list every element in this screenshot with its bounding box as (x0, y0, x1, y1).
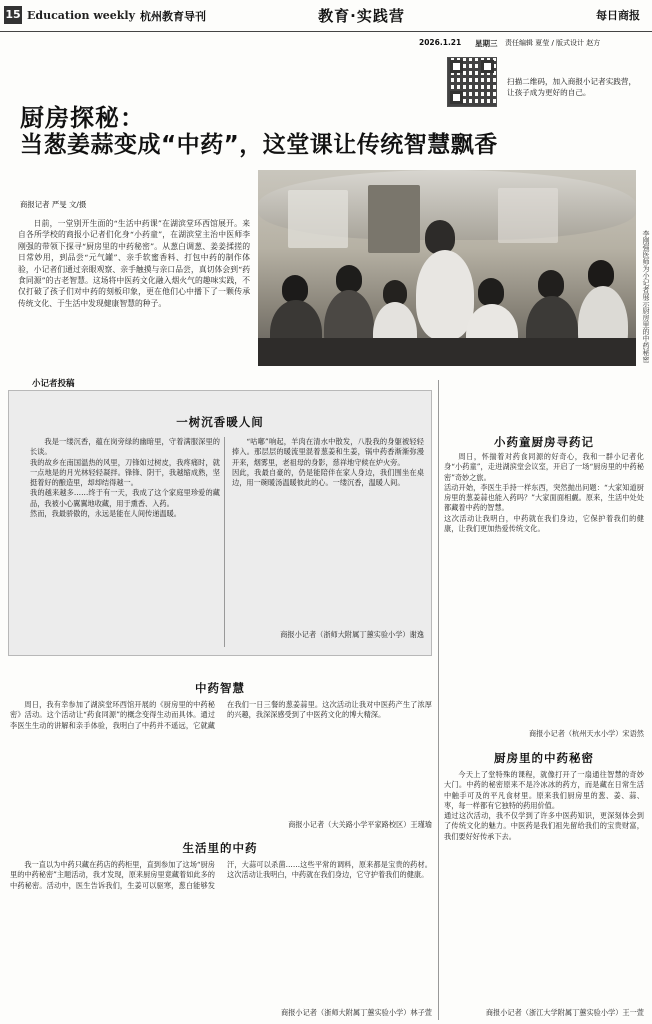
article-5-signature: 商报小记者（浙江大学附属丁蕙实验小学）王一萱 (485, 1008, 644, 1017)
weekday: 星期三 (475, 39, 498, 48)
edu-guide-label: 杭州教育导刊 (140, 10, 206, 23)
photo-caption: 李刚强医师为小记者展示厨房里的中药秘密 (642, 230, 650, 363)
page-header (0, 0, 652, 32)
article-4-title: 小药童厨房寻药记 (494, 435, 594, 449)
article-3-signature: 商报小记者（浙师大附属丁蕙实验小学）林子萱 (281, 1008, 432, 1017)
intro-paragraph: 日前，一堂别开生面的“生活中药课”在湖滨堂环西馆展开。来自各所学校的商报小记者们化身“小药童”，在湖滨堂主治中医师李刚强的带领下探寻“厨房里的中药秘密”。从葱白调葱、姜姜揉搓的日常妙用，到品尝“元气罐”、亲手软蜜香料、打包中药的制作体验，小记者们通过亲眼观察、亲手触摸与亲口品尝，真切体会到“药食同源”的古老智慧。这场将中医药文化融入烟火气的趣味实践，不仅打破了孩子们对中药的刻板印象，更在他们心中播下了一颗传承传统文化、于生活中发现健康智慧的种子。 (18, 219, 250, 308)
class-photo (258, 170, 636, 366)
article-2-title: 中药智慧 (195, 681, 245, 695)
article-1-signature: 商报小记者（浙师大附属丁蕙实验小学）谢逸 (280, 630, 424, 639)
paper-name: 每日商报 (596, 9, 640, 22)
article-1-divider (224, 437, 225, 647)
editor-credit: 责任编辑 夏莹 / 版式设计 赵方 (505, 39, 601, 47)
article-5-title: 厨房里的中药秘密 (494, 751, 594, 765)
article-1-body-right: “咕嘟”响起，羊肉在清水中散发，八股我的身躯被轻轻捧入。那层层的暖流里混着葱姜和生姜，锅中药香渐渐弥漫开来，烟雾里，老祖母的身影，慈祥地守候在炉火旁。 因此，我最自豪的，仍是能陪伴在家人身边，我们围坐在桌边，用一碗暖汤温暖彼此的心。一缕沉香，温暖人间。 (232, 437, 424, 488)
article-4-signature: 商报小记者（杭州天水小学）宋语然 (528, 729, 644, 738)
column-label: 小记者投稿 (32, 379, 75, 389)
section-title: 教育·实践营 (318, 7, 405, 25)
article-1-body-left: 我是一缕沉香，蕴在岗旁绿的幽暗里，守着满服深里的长谈。 我的故乡在南国温热的风里，刀锋如过树皮，我疼痛时，就一点地是的月光林轻轻凝拌。锋锋、阴干，我越缩成熟，坚挺着好的酿造里，却却结得越一。 我的越来越多……终于有一天，我成了这个家庭里珍爱的藏品，我被小心翼翼地收藏，用于熏香、入药。 然而，我最骄傲的，永远是能在人间传递温暖。 (30, 437, 220, 519)
byline: 商报记者 严旻 文/摄 (20, 200, 87, 209)
headline-line2: 当葱姜蒜变成“中药”，这堂课让传统智慧飘香 (20, 132, 498, 158)
article-5-body: 今天上了堂特殊的课程，就像打开了一扇通往智慧的奇妙大门。中药的秘密原来不是冷冰冰的药方，而是藏在日常生活中触手可及的平凡食材里。原来我们厨房里的葱、姜、蒜、枣，每一样都有它独特的药用价值。 通过这次活动，我不仅学到了许多中医药知识，更深刻体会到了传统文化的魅力。中医药是我们祖先留给我们的宝贵财富，我们要好好传承下去。 (444, 770, 644, 841)
qr-caption: 扫描二维码，加入商报小记者实践营，让孩子成为更好的自己。 (507, 77, 637, 97)
headline-line1: 厨房探秘： (20, 104, 145, 132)
article-2-signature: 商报小记者（大关路小学平家路校区）王瑾瑜 (288, 820, 432, 829)
article-4-body: 周日，怀揣着对药食同源的好奇心，我和一群小记者化身“小药童”，走进湖滨堂会议室，开启了一场“厨房里的中药秘密”奇妙之旅。 活动开始，李医生手持一样东西，突然抛出问题：“大家知道厨房里的葱姜蒜也能入药吗？”大家面面相觑。原来，生活中处处都藏着中药的智慧。 这次活动让我明白，中药就在我们身边，它保护着我们的健康，让我们更加热爱传统文化。 (444, 452, 644, 534)
article-1-title: 一树沉香暖人间 (176, 415, 264, 429)
education-weekly-label: Education weekly (27, 9, 135, 22)
article-3-body: 我一直以为中药只藏在药店的药柜里，直到参加了这场“厨房里的中药秘密”主题活动，我才发现，原来厨房里竟藏着如此多的中药秘密。活动中，医生告诉我们，生姜可以驱寒，葱白能够发汗，大蒜可以杀菌……这些平常的调料，原来都是宝贵的药材。这次活动让我明白，中药就在我们身边，它守护着我们的健康。 (10, 860, 432, 890)
date: 2026.1.21 (419, 38, 462, 47)
article-2-body: 周日，我有幸参加了湖滨堂环西馆开展的《厨房里的中药秘密》活动。这个活动让“药食同源”的概念变得生动而具体。通过李医生生动的讲解和亲手体验，我明白了中药并不遥远，它就藏在我们一日三餐的葱姜蒜里。这次活动让我对中医药产生了浓厚的兴趣，我深深感受到了中医药文化的博大精深。 (10, 700, 432, 730)
qr-code-icon[interactable] (447, 57, 497, 107)
column-divider (438, 380, 439, 1020)
page-number: 15 (4, 6, 22, 24)
article-3-title: 生活里的中药 (182, 841, 258, 855)
